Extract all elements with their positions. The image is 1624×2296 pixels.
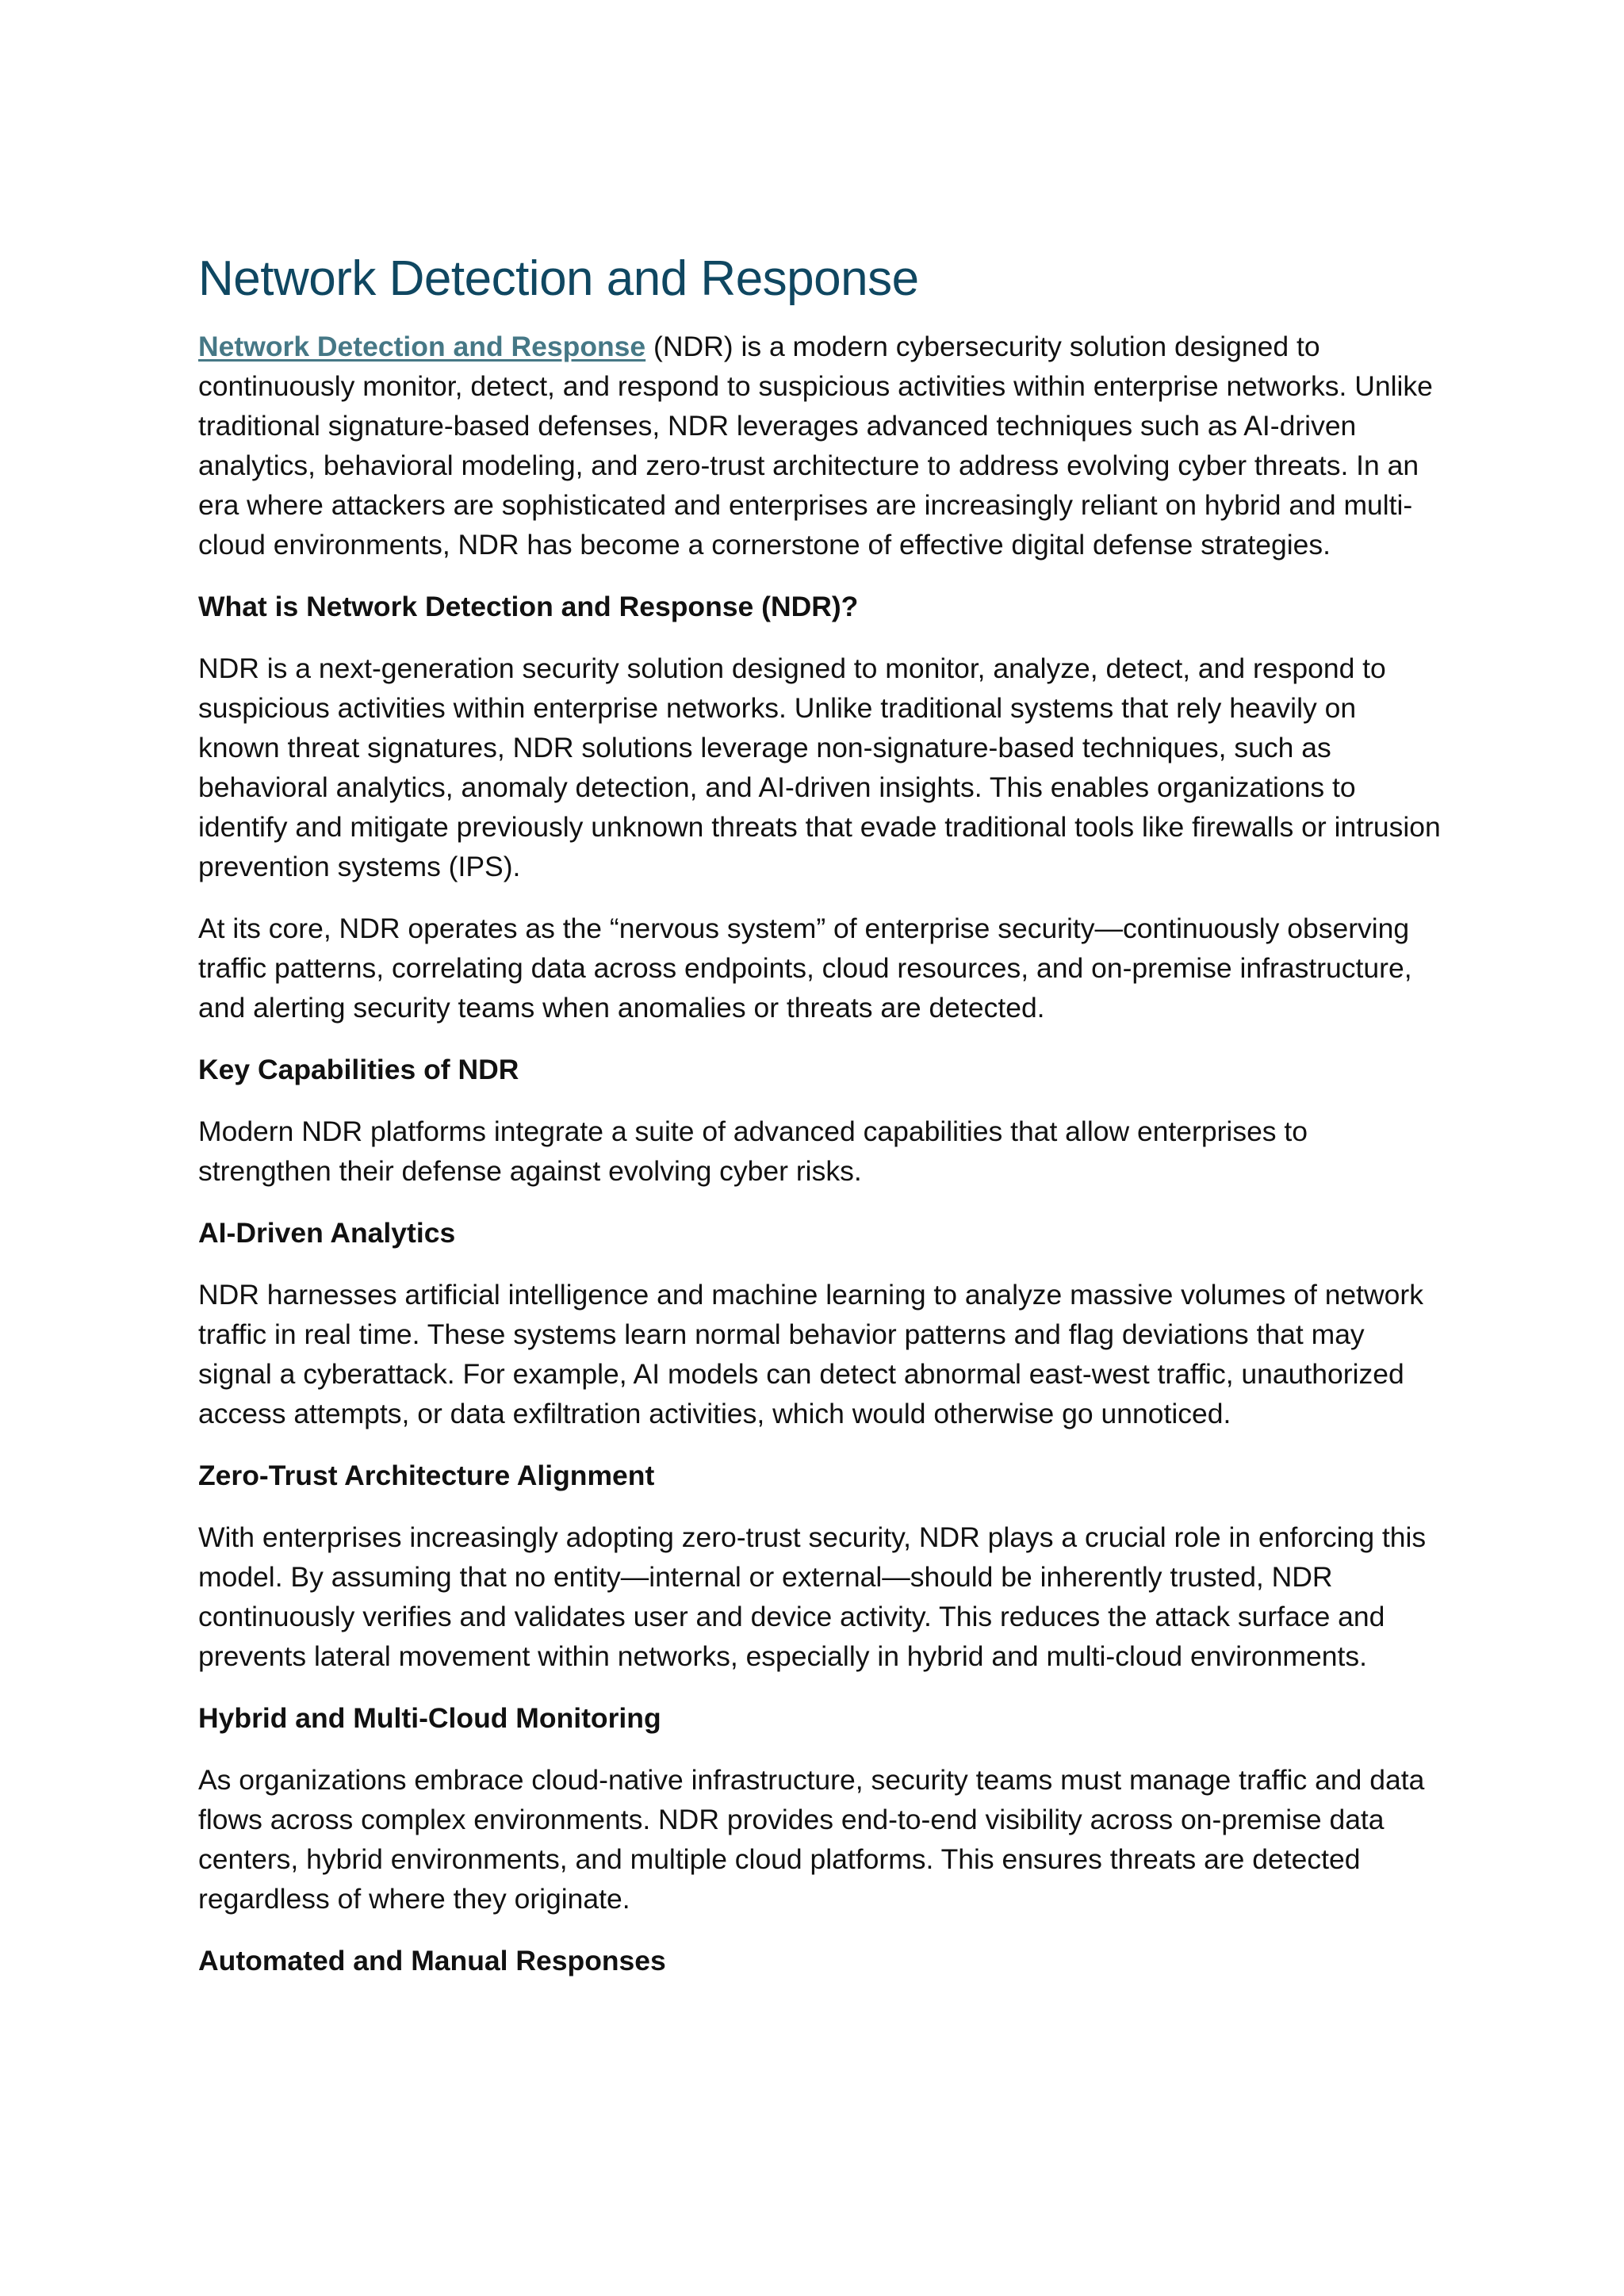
section-paragraph: Modern NDR platforms integrate a suite of advanced capabilities that allow enterprises to strengthen their defense against evolving cyber risks. xyxy=(198,1115,1308,1187)
section-paragraph: At its core, NDR operates as the “nervous system” of enterprise security—continuously observing traffic patterns, correlating data across endpoints, cloud resources, and on-premise infrastructure, and alerting security teams when anomalies or threats are detected. xyxy=(198,913,1412,1024)
section-paragraph: NDR is a next-generation security solution designed to monitor, analyze, detect, and respond to suspicious activities within enterprise networks. Unlike traditional systems that rely heavily on known threat signatures, NDR solutions leverage non-signature-based techniques, such as behavioral analytics, anomaly detection, and AI-driven insights. This enables organizations to identify and mitigate previously unknown threats that evade traditional tools like firewalls or intrusion prevention systems (IPS). xyxy=(198,652,1441,882)
section-heading: Automated and Manual Responses xyxy=(198,1945,666,1976)
intro-paragraph xyxy=(198,327,1443,564)
page-title: Network Detection and Response xyxy=(198,251,919,306)
section-paragraph: NDR harnesses artificial intelligence and machine learning to analyze massive volumes of network traffic in real time. These systems learn normal behavior patterns and flag deviations that may signal a cyberattack. For example, AI models can detect abnormal east-west traffic, unauthorized access attempts, or data exfiltration activities, which would otherwise go unnoticed. xyxy=(198,1279,1423,1429)
section-heading: Zero-Trust Architecture Alignment xyxy=(198,1460,655,1491)
document-page xyxy=(198,246,1443,2003)
section-heading: Key Capabilities of NDR xyxy=(198,1054,519,1085)
section-heading: AI-Driven Analytics xyxy=(198,1217,456,1249)
ndr-link[interactable]: Network Detection and Response xyxy=(198,331,646,362)
intro-text: (NDR) is a modern cybersecurity solution designed to continuously monitor, detect, and respond to suspicious activities within enterprise networks. Unlike traditional signature-based defenses, NDR leverages advanced techniques such as AI-driven analytics, behavioral modeling, and zero-trust architecture to address evolving cyber threats. In an era where attackers are sophisticated and enterprises are increasingly reliant on hybrid and multi-cloud environments, NDR has become a cornerstone of effective digital defense strategies. xyxy=(198,331,1433,561)
section-paragraph: As organizations embrace cloud-native infrastructure, security teams must manage traffic and data flows across complex environments. NDR provides end-to-end visibility across on-premise data centers, hybrid environments, and multiple cloud platforms. This ensures threats are detected regardless of where they originate. xyxy=(198,1764,1425,1915)
section-heading: What is Network Detection and Response (NDR)? xyxy=(198,591,859,622)
section-heading: Hybrid and Multi-Cloud Monitoring xyxy=(198,1702,661,1734)
section-paragraph: With enterprises increasingly adopting zero-trust security, NDR plays a crucial role in enforcing this model. By assuming that no entity—internal or external—should be inherently trusted, NDR continuously verifies and validates user and device activity. This reduces the attack surface and prevents lateral movement within networks, especially in hybrid and multi-cloud environments. xyxy=(198,1521,1427,1672)
